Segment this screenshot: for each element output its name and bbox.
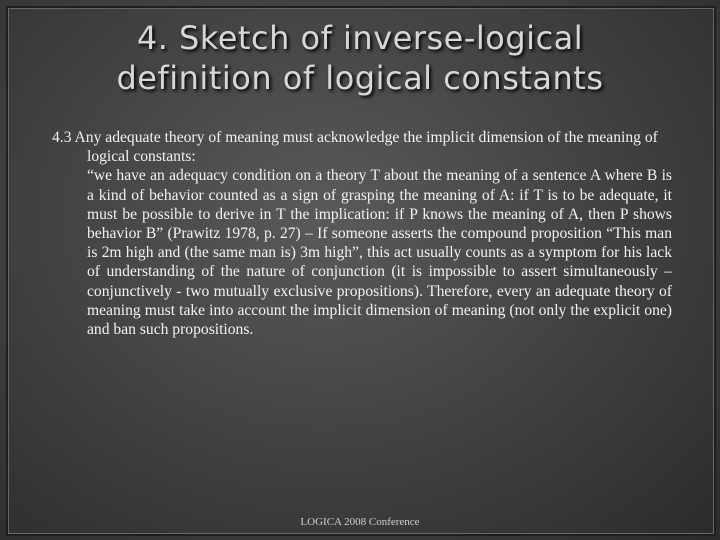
slide-body bbox=[52, 128, 672, 339]
footer-text: LOGICA 2008 Conference bbox=[300, 516, 420, 528]
slide-title bbox=[0, 18, 720, 98]
slide-title-line-1: 4. Sketch of inverse-logical bbox=[136, 19, 584, 57]
intro-paragraph: 4.3 Any adequate theory of meaning must acknowledge the implicit dimension of the meaning of logical constants: bbox=[52, 129, 658, 166]
slide-title-line-2: definition of logical constants bbox=[116, 59, 604, 97]
quote-paragraph: “we have an adequacy condition on a theory T about the meaning of a sentence A where B is a kind of behavior counted as a sign of grasping the meaning of A: if T is to be adequate, it must be possible to derive in T the implication: if P knows the meaning of A, then P shows behavior B” (Prawitz 1978, p. 27) – If someone asserts the compound proposition “This man is 2m high and (the same man is) 3m high”, this act usually counts as a symptom for his lack of understanding of the nature of conjunction (it is impossible to assert simultaneously – conjunctively - two mutually exclusive propositions). Therefore, every an adequate theory of meaning must take into account the implicit dimension of meaning (not only the explicit one) and ban such propositions. bbox=[87, 167, 672, 339]
